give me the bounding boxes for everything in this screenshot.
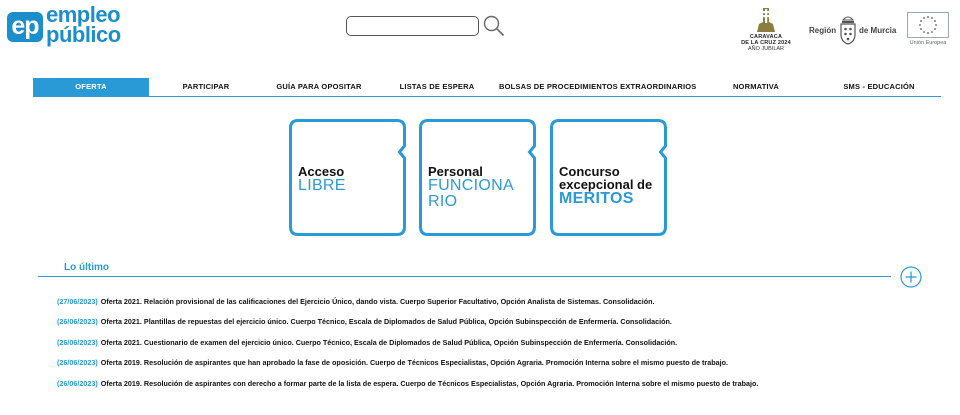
list-item[interactable] <box>57 295 947 315</box>
coat-of-arms-icon <box>838 14 858 46</box>
card-2-highlight-2: RIO <box>428 193 458 210</box>
list-item[interactable] <box>57 336 947 356</box>
latest-divider <box>38 276 891 277</box>
news-date: (26/06/2023) <box>57 337 98 347</box>
caravaca-line-1: CARAVACA <box>749 34 783 40</box>
news-date: (26/06/2023) <box>57 317 98 327</box>
list-item[interactable] <box>57 356 947 376</box>
card-3-highlight: MERITOS <box>559 190 634 207</box>
news-date: (26/06/2023) <box>57 358 98 368</box>
nav-bolsas-procedimientos[interactable]: BOLSAS DE PROCEDIMIENTOS EXTRAORDINARIOS <box>499 82 697 91</box>
caravaca-line-2: DE LA CRUZ 2024 <box>741 40 791 46</box>
card-3-line-2: excepcional de <box>559 177 653 192</box>
news-text: Oferta 2021. Cuestionario de examen del ejercicio único. Cuerpo Técnico, Escala de Diplomados de Salud Pública, Opción Subinspección de Enfermería. Consolidación. <box>100 337 678 347</box>
caravaca-line-3: AÑO JUBILAR <box>747 46 785 52</box>
logo-line-2: público <box>46 22 121 47</box>
caravaca-cross-icon <box>751 4 781 34</box>
news-date: (27/06/2023) <box>57 297 98 306</box>
access-cards <box>289 119 669 236</box>
european-union-logo[interactable] <box>906 12 950 52</box>
news-date: (26/06/2023) <box>57 378 98 388</box>
news-text: Oferta 2019. Resolución de aspirantes con derecho a formar parte de la lista de espera. Cuerpo de Técnicos Especialistas, Opción Agraria. Promoción Interna sobre el mismo puesto de trabajo. <box>100 378 759 388</box>
nav-normativa[interactable]: NORMATIVA <box>732 82 780 91</box>
news-text: Oferta 2021. Relación provisional de las calificaciones del Ejercicio Único, dando vista. Cuerpo Superior Facultativo, Opción Analista de Sistemas. Consolidación. <box>100 297 655 306</box>
search-icon[interactable] <box>482 14 506 38</box>
card-personal-funcionario[interactable] <box>419 119 536 236</box>
empleo-publico-logo[interactable] <box>7 4 119 46</box>
nav-sms-educacion[interactable]: SMS - EDUCACIÓN <box>843 82 915 91</box>
main-nav <box>33 78 941 97</box>
card-concurso-meritos[interactable] <box>550 119 667 236</box>
region-label-right: de Murcia <box>859 26 897 35</box>
card-2-line-1: Personal <box>428 164 483 179</box>
card-1-highlight: LIBRE <box>298 177 346 194</box>
nav-listas-de-espera[interactable]: LISTAS DE ESPERA <box>399 82 475 91</box>
news-text: Oferta 2021. Plantillas de repuestas del ejercicio único. Cuerpo Técnico, Escala de Diplomados de Salud Pública, Opción Subinspección de Enfermería. Consolidación. <box>100 317 672 327</box>
latest-title: Lo último <box>64 262 109 273</box>
logo-badge: ep <box>7 12 43 42</box>
region-de-murcia-logo[interactable] <box>809 14 899 48</box>
caravaca-jubilee-logo[interactable] <box>736 4 796 60</box>
nav-participar[interactable]: PARTICIPAR <box>182 82 230 91</box>
card-1-line-1: Acceso <box>298 164 345 179</box>
card-acceso-libre[interactable] <box>289 119 406 236</box>
latest-news-list <box>57 295 947 397</box>
list-item[interactable] <box>57 315 947 335</box>
eu-label: Unión Europea <box>909 40 947 46</box>
eu-flag-icon <box>907 12 949 38</box>
card-2-highlight-1: FUNCIONA <box>428 177 514 194</box>
nav-guia-para-opositar[interactable]: GUÍA PARA OPOSITAR <box>276 82 362 91</box>
card-3-line-1: Concurso <box>559 164 620 179</box>
nav-oferta[interactable]: OFERTA <box>33 78 149 96</box>
news-text: Oferta 2019. Resolución de aspirantes que han aprobado la fase de oposición. Cuerpo de Técnicos Especialistas, Opción Agraria. Promoción Interna sobre el mismo puesto de trabajo. <box>100 358 728 368</box>
logo-line-1: empleo <box>46 2 121 27</box>
region-label-left: Región <box>809 26 837 35</box>
search-input[interactable] <box>346 16 479 36</box>
list-item[interactable] <box>57 377 947 397</box>
plus-circle-icon[interactable] <box>900 266 922 288</box>
